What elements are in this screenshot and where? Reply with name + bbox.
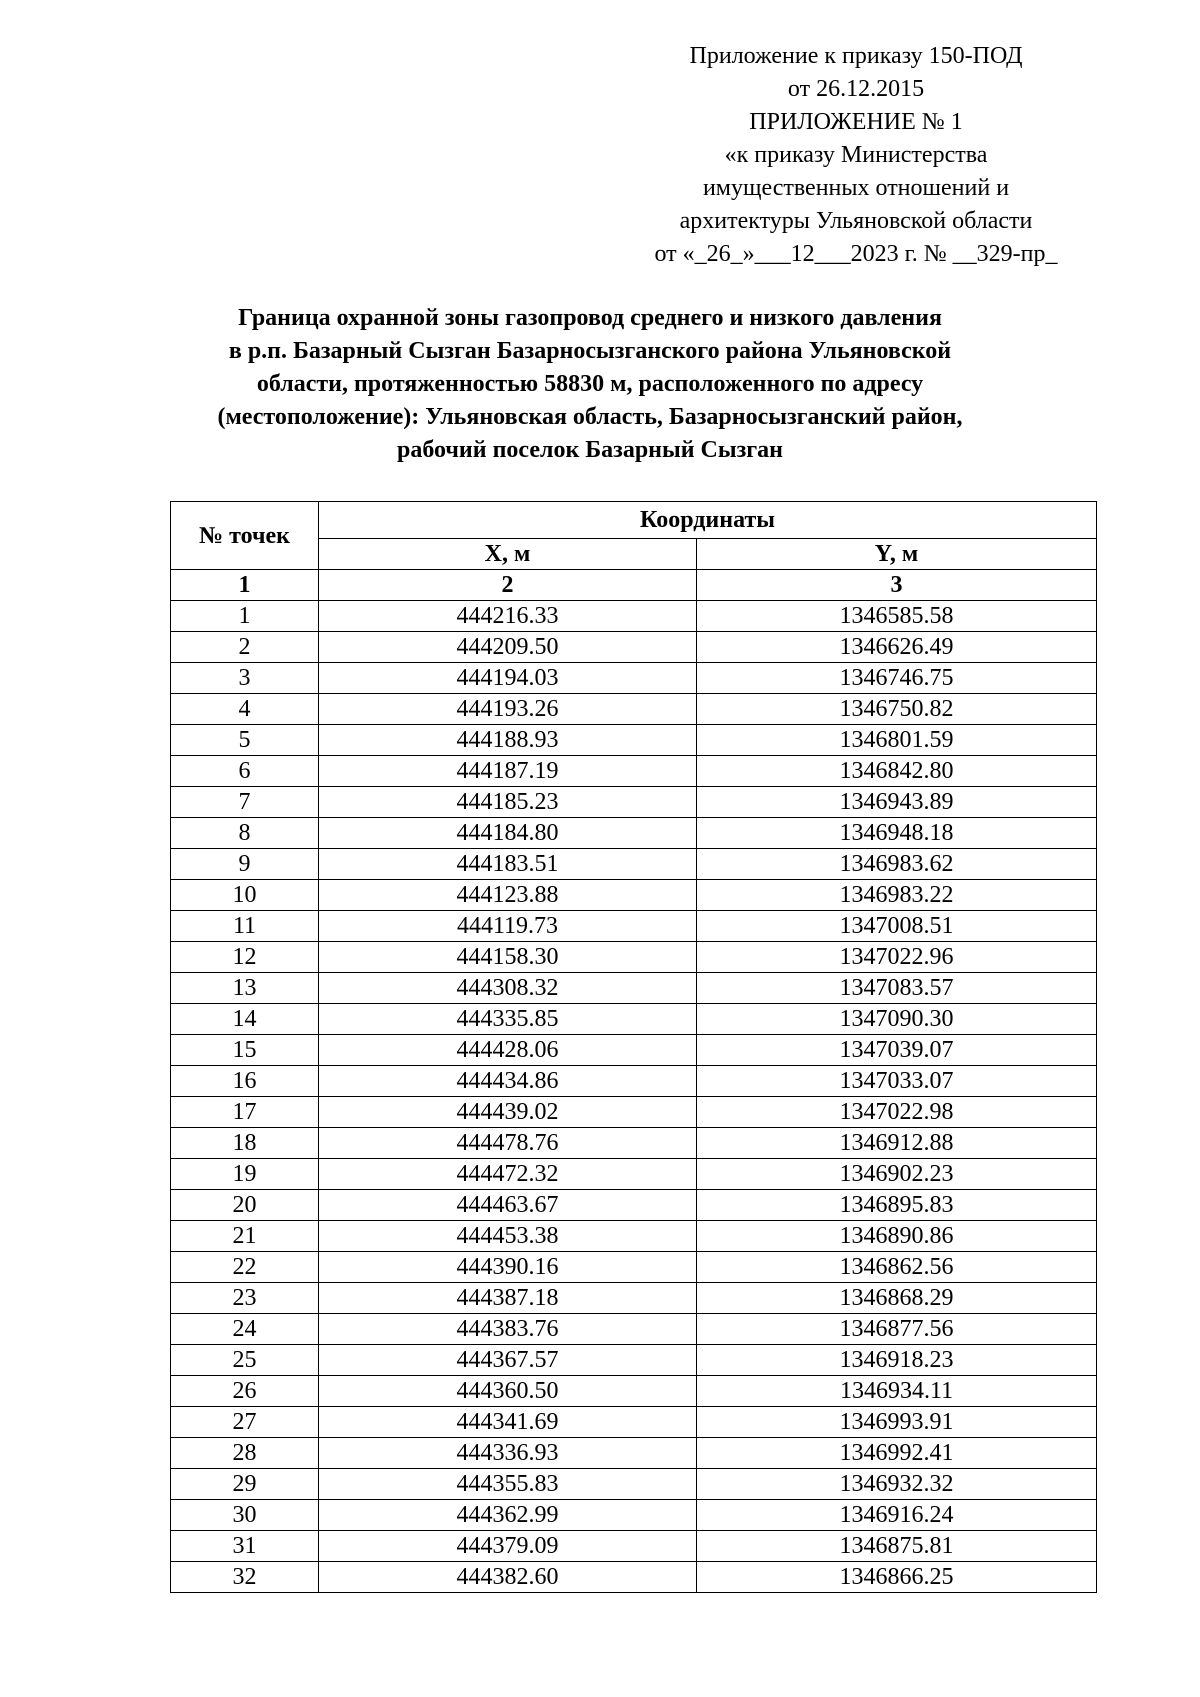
x-coordinate-cell: 444185.23	[319, 787, 697, 818]
title-line: (местоположение): Ульяновская область, Базарносызганский район,	[217, 404, 963, 430]
y-coordinate-cell: 1346862.56	[697, 1252, 1097, 1283]
point-number-cell: 19	[171, 1159, 319, 1190]
header-point-number: № точек	[171, 502, 319, 570]
y-coordinate-cell: 1346842.80	[697, 756, 1097, 787]
y-coordinate-cell: 1346801.59	[697, 725, 1097, 756]
point-number-cell: 17	[171, 1097, 319, 1128]
document-title	[120, 302, 1060, 467]
x-coordinate-cell: 444184.80	[319, 818, 697, 849]
header-line: Приложение к приказу 150-ПОД	[689, 43, 1023, 69]
point-number-cell: 26	[171, 1376, 319, 1407]
x-coordinate-cell: 444382.60	[319, 1562, 697, 1593]
point-number-cell: 10	[171, 880, 319, 911]
x-coordinate-cell: 444463.67	[319, 1190, 697, 1221]
point-number-cell: 27	[171, 1407, 319, 1438]
x-coordinate-cell: 444472.32	[319, 1159, 697, 1190]
y-coordinate-cell: 1347039.07	[697, 1035, 1097, 1066]
y-coordinate-cell: 1347090.30	[697, 1004, 1097, 1035]
y-coordinate-cell: 1347022.96	[697, 942, 1097, 973]
title-line: Граница охранной зоны газопровод среднего и низкого давления	[238, 305, 942, 331]
table-row	[171, 1128, 1097, 1159]
y-coordinate-cell: 1346902.23	[697, 1159, 1097, 1190]
x-coordinate-cell: 444216.33	[319, 601, 697, 632]
coordinates-table	[170, 501, 1097, 1593]
x-coordinate-cell: 444123.88	[319, 880, 697, 911]
y-coordinate-cell: 1346895.83	[697, 1190, 1097, 1221]
point-number-cell: 12	[171, 942, 319, 973]
table-row	[171, 1221, 1097, 1252]
y-coordinate-cell: 1346992.41	[697, 1438, 1097, 1469]
table-row	[171, 1345, 1097, 1376]
point-number-cell: 32	[171, 1562, 319, 1593]
point-number-cell: 1	[171, 601, 319, 632]
x-coordinate-cell: 444387.18	[319, 1283, 697, 1314]
y-coordinate-cell: 1347033.07	[697, 1066, 1097, 1097]
x-coordinate-cell: 444194.03	[319, 663, 697, 694]
point-number-cell: 2	[171, 632, 319, 663]
x-coordinate-cell: 444341.69	[319, 1407, 697, 1438]
table-row	[171, 632, 1097, 663]
x-coordinate-cell: 444383.76	[319, 1314, 697, 1345]
x-coordinate-cell: 444209.50	[319, 632, 697, 663]
y-coordinate-cell: 1346585.58	[697, 601, 1097, 632]
x-coordinate-cell: 444390.16	[319, 1252, 697, 1283]
point-number-cell: 5	[171, 725, 319, 756]
table-row	[171, 1004, 1097, 1035]
x-coordinate-cell: 444434.86	[319, 1066, 697, 1097]
x-coordinate-cell: 444362.99	[319, 1500, 697, 1531]
point-number-cell: 25	[171, 1345, 319, 1376]
table-row	[171, 725, 1097, 756]
table-row	[171, 1469, 1097, 1500]
table-row	[171, 1159, 1097, 1190]
header-coordinates: Координаты	[319, 502, 1097, 539]
y-coordinate-cell: 1346912.88	[697, 1128, 1097, 1159]
document-header	[586, 40, 1126, 271]
y-coordinate-cell: 1346750.82	[697, 694, 1097, 725]
header-line: от «_26_»___12___2023 г. № __329-пр_	[654, 241, 1058, 267]
x-coordinate-cell: 444453.38	[319, 1221, 697, 1252]
title-line: области, протяженностью 58830 м, расположенного по адресу	[256, 371, 924, 397]
table-row	[171, 601, 1097, 632]
point-number-cell: 3	[171, 663, 319, 694]
x-coordinate-cell: 444439.02	[319, 1097, 697, 1128]
x-coordinate-cell: 444428.06	[319, 1035, 697, 1066]
column-number: 3	[697, 570, 1097, 601]
y-coordinate-cell: 1346983.22	[697, 880, 1097, 911]
point-number-cell: 9	[171, 849, 319, 880]
header-y: Y, м	[697, 539, 1097, 570]
y-coordinate-cell: 1346918.23	[697, 1345, 1097, 1376]
point-number-cell: 24	[171, 1314, 319, 1345]
table-row	[171, 1438, 1097, 1469]
column-number: 2	[319, 570, 697, 601]
table-row	[171, 694, 1097, 725]
point-number-cell: 6	[171, 756, 319, 787]
table-row	[171, 1190, 1097, 1221]
title-line: в р.п. Базарный Сызган Базарносызганского района Ульяновской	[228, 338, 952, 364]
point-number-cell: 14	[171, 1004, 319, 1035]
table-row	[171, 849, 1097, 880]
x-coordinate-cell: 444308.32	[319, 973, 697, 1004]
table-row	[171, 663, 1097, 694]
y-coordinate-cell: 1346866.25	[697, 1562, 1097, 1593]
header-line: от 26.12.2015	[787, 76, 925, 102]
table-row	[171, 1066, 1097, 1097]
point-number-cell: 20	[171, 1190, 319, 1221]
y-coordinate-cell: 1346746.75	[697, 663, 1097, 694]
y-coordinate-cell: 1346948.18	[697, 818, 1097, 849]
point-number-cell: 29	[171, 1469, 319, 1500]
y-coordinate-cell: 1346868.29	[697, 1283, 1097, 1314]
y-coordinate-cell: 1346943.89	[697, 787, 1097, 818]
x-coordinate-cell: 444335.85	[319, 1004, 697, 1035]
point-number-cell: 15	[171, 1035, 319, 1066]
table-row	[171, 1314, 1097, 1345]
point-number-cell: 4	[171, 694, 319, 725]
point-number-cell: 23	[171, 1283, 319, 1314]
header-x: X, м	[319, 539, 697, 570]
x-coordinate-cell: 444119.73	[319, 911, 697, 942]
table-row	[171, 1407, 1097, 1438]
x-coordinate-cell: 444360.50	[319, 1376, 697, 1407]
y-coordinate-cell: 1346993.91	[697, 1407, 1097, 1438]
table-row	[171, 911, 1097, 942]
y-coordinate-cell: 1346932.32	[697, 1469, 1097, 1500]
point-number-cell: 21	[171, 1221, 319, 1252]
table-row	[171, 1283, 1097, 1314]
table-row	[171, 1097, 1097, 1128]
table-row	[171, 818, 1097, 849]
y-coordinate-cell: 1346877.56	[697, 1314, 1097, 1345]
table-row	[171, 1376, 1097, 1407]
table-row	[171, 1252, 1097, 1283]
y-coordinate-cell: 1346890.86	[697, 1221, 1097, 1252]
point-number-cell: 22	[171, 1252, 319, 1283]
table-row	[171, 1035, 1097, 1066]
x-coordinate-cell: 444478.76	[319, 1128, 697, 1159]
x-coordinate-cell: 444367.57	[319, 1345, 697, 1376]
table-body	[171, 601, 1097, 1593]
title-line: рабочий поселок Базарный Сызган	[396, 437, 783, 463]
y-coordinate-cell: 1347008.51	[697, 911, 1097, 942]
point-number-cell: 18	[171, 1128, 319, 1159]
point-number-cell: 31	[171, 1531, 319, 1562]
column-number: 1	[171, 570, 319, 601]
y-coordinate-cell: 1346934.11	[697, 1376, 1097, 1407]
point-number-cell: 13	[171, 973, 319, 1004]
table-row	[171, 942, 1097, 973]
y-coordinate-cell: 1347083.57	[697, 973, 1097, 1004]
table-row	[171, 787, 1097, 818]
y-coordinate-cell: 1346875.81	[697, 1531, 1097, 1562]
y-coordinate-cell: 1346983.62	[697, 849, 1097, 880]
y-coordinate-cell: 1346916.24	[697, 1500, 1097, 1531]
table-row	[171, 1500, 1097, 1531]
header-line: ПРИЛОЖЕНИЕ № 1	[749, 109, 963, 135]
table-row	[171, 756, 1097, 787]
x-coordinate-cell: 444336.93	[319, 1438, 697, 1469]
header-line: имущественных отношений и	[702, 175, 1010, 201]
x-coordinate-cell: 444355.83	[319, 1469, 697, 1500]
table-row	[171, 973, 1097, 1004]
x-coordinate-cell: 444183.51	[319, 849, 697, 880]
point-number-cell: 28	[171, 1438, 319, 1469]
point-number-cell: 11	[171, 911, 319, 942]
point-number-cell: 30	[171, 1500, 319, 1531]
point-number-cell: 8	[171, 818, 319, 849]
x-coordinate-cell: 444379.09	[319, 1531, 697, 1562]
table-row	[171, 1562, 1097, 1593]
header-line: «к приказу Министерства	[724, 142, 988, 168]
x-coordinate-cell: 444187.19	[319, 756, 697, 787]
header-line: архитектуры Ульяновской области	[679, 208, 1033, 234]
x-coordinate-cell: 444188.93	[319, 725, 697, 756]
table-row	[171, 880, 1097, 911]
table-row	[171, 1531, 1097, 1562]
point-number-cell: 7	[171, 787, 319, 818]
point-number-cell: 16	[171, 1066, 319, 1097]
y-coordinate-cell: 1346626.49	[697, 632, 1097, 663]
y-coordinate-cell: 1347022.98	[697, 1097, 1097, 1128]
x-coordinate-cell: 444158.30	[319, 942, 697, 973]
x-coordinate-cell: 444193.26	[319, 694, 697, 725]
